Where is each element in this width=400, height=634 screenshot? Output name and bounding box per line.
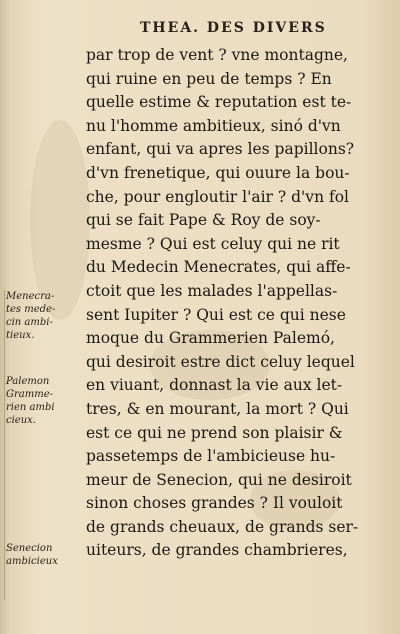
text-line: uiteurs, de grandes chambrieres, — [86, 541, 348, 560]
margin-note-line: Senecion — [6, 543, 53, 554]
text-line: du Medecin Menecrates, qui affe- — [86, 258, 351, 277]
margin-note-line: ambicieux — [6, 556, 58, 567]
margin-note-line: tieux. — [6, 330, 35, 341]
text-line: qui ruine en peu de temps ? En — [86, 69, 332, 88]
margin-note-line: cin ambi- — [6, 317, 53, 328]
margin-note-line: rien ambi — [6, 402, 55, 413]
body-text — [86, 44, 386, 563]
text-line: nu l'homme ambitieux, sinó d'vn — [86, 116, 341, 135]
text-line: passetemps de l'ambicieuse hu- — [86, 447, 336, 466]
text-line: che, pour engloutir l'air ? d'vn fol — [86, 187, 350, 206]
text-line: en viuant, donnast la vie aux let- — [86, 376, 343, 395]
margin-note-line: cieux. — [6, 415, 36, 426]
text-line: tres, & en mourant, la mort ? Qui — [86, 399, 349, 418]
text-line: mesme ? Qui est celuy qui ne rit — [86, 234, 340, 253]
margin-note-menecrates — [6, 290, 86, 342]
text-line: meur de Senecion, qui ne desiroit — [86, 470, 352, 489]
margin-note-line: Menecra- — [6, 291, 55, 302]
margin-note-line: Gramme- — [6, 389, 53, 400]
text-line: est ce qui ne prend son plaisir & — [86, 423, 343, 442]
text-line: qui se fait Pape & Roy de soy- — [86, 211, 321, 230]
text-line: moque du Grammerien Palemó, — [86, 329, 335, 348]
margin-note-senecion — [6, 542, 86, 568]
text-line: d'vn frenetique, qui ouure la bou- — [86, 163, 350, 182]
text-line: de grands cheuaux, de grands ser- — [86, 517, 359, 536]
text-line: par trop de vent ? vne montagne, — [86, 46, 348, 64]
text-line: sent Iupiter ? Qui est ce qui nese — [86, 305, 346, 324]
margin-note-line: Palemon — [6, 376, 50, 387]
text-line: sinon choses grandes ? Il vouloit — [86, 494, 343, 513]
text-line: enfant, qui va apres les papillons? — [86, 140, 355, 159]
margin-note-palemon — [6, 375, 86, 427]
margin-note-line: tes mede- — [6, 304, 56, 315]
text-line: ctoit que les malades l'appellas- — [86, 281, 338, 300]
running-head: THEA. DES DIVERS — [140, 20, 327, 36]
text-line: qui desiroit estre dict celuy lequel — [86, 352, 355, 371]
text-line: quelle estime & reputation est te- — [86, 93, 352, 112]
margin-rule — [4, 290, 5, 600]
